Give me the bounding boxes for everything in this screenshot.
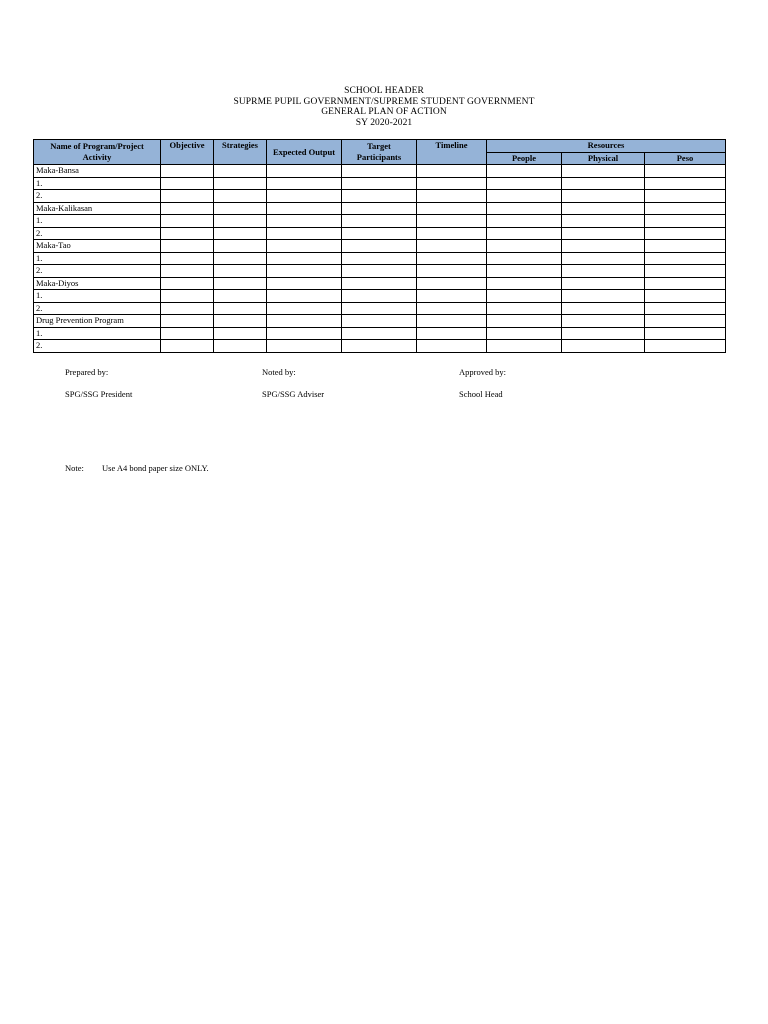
empty-cell [267,340,342,353]
table-row [34,215,726,228]
empty-cell [487,240,562,253]
empty-cell [342,190,417,203]
empty-cell [342,215,417,228]
empty-cell [417,190,487,203]
empty-cell [342,315,417,328]
empty-cell [214,277,267,290]
empty-cell [645,302,726,315]
empty-cell [342,202,417,215]
table-row [34,202,726,215]
approved-by-name: School Head [459,389,503,399]
empty-cell [417,290,487,303]
program-cell: 1. [34,252,161,265]
empty-cell [214,302,267,315]
empty-cell [417,302,487,315]
document-header [0,86,768,128]
program-cell: Maka-Tao [34,240,161,253]
empty-cell [487,340,562,353]
empty-cell [267,227,342,240]
empty-cell [161,215,214,228]
empty-cell [417,240,487,253]
empty-cell [161,315,214,328]
empty-cell [214,165,267,178]
empty-cell [487,265,562,278]
empty-cell [161,190,214,203]
empty-cell [487,227,562,240]
program-cell: Drug Prevention Program [34,315,161,328]
plan-title: GENERAL PLAN OF ACTION [321,107,447,117]
program-cell: 2. [34,302,161,315]
empty-cell [562,302,645,315]
empty-cell [214,340,267,353]
prepared-by-label: Prepared by: [65,367,109,377]
empty-cell [161,227,214,240]
empty-cell [214,265,267,278]
column-header-peso: Peso [645,152,726,165]
empty-cell [645,315,726,328]
empty-cell [161,265,214,278]
empty-cell [487,190,562,203]
empty-cell [645,190,726,203]
empty-cell [417,202,487,215]
empty-cell [645,202,726,215]
empty-cell [161,290,214,303]
empty-cell [562,340,645,353]
empty-cell [267,277,342,290]
table-row [34,177,726,190]
note-text: Use A4 bond paper size ONLY. [102,463,209,473]
empty-cell [267,315,342,328]
empty-cell [645,327,726,340]
empty-cell [487,202,562,215]
empty-cell [161,340,214,353]
empty-cell [487,277,562,290]
note-label: Note: [65,463,84,473]
program-cell: 1. [34,290,161,303]
empty-cell [645,165,726,178]
noted-by-name: SPG/SSG Adviser [262,389,325,399]
program-cell: 1. [34,177,161,190]
column-header-strategies: Strategies [214,140,267,165]
empty-cell [562,227,645,240]
empty-cell [214,240,267,253]
empty-cell [645,177,726,190]
program-cell: 2. [34,265,161,278]
table-row [34,165,726,178]
empty-cell [161,240,214,253]
column-header-timeline: Timeline [417,140,487,165]
empty-cell [267,265,342,278]
empty-cell [417,165,487,178]
empty-cell [417,315,487,328]
empty-cell [342,265,417,278]
empty-cell [417,265,487,278]
empty-cell [161,165,214,178]
empty-cell [487,252,562,265]
empty-cell [342,227,417,240]
empty-cell [342,290,417,303]
empty-cell [487,327,562,340]
empty-cell [562,252,645,265]
empty-cell [342,240,417,253]
empty-cell [267,252,342,265]
empty-cell [342,177,417,190]
empty-cell [487,177,562,190]
empty-cell [267,165,342,178]
empty-cell [214,227,267,240]
empty-cell [214,177,267,190]
empty-cell [267,202,342,215]
empty-cell [214,315,267,328]
empty-cell [342,277,417,290]
program-cell: Maka-Kalikasan [34,202,161,215]
column-header-physical: Physical [562,152,645,165]
school-year: SY 2020-2021 [355,117,413,128]
program-cell: 2. [34,190,161,203]
program-cell: 1. [34,215,161,228]
empty-cell [562,240,645,253]
empty-cell [417,327,487,340]
empty-cell [562,202,645,215]
empty-cell [487,290,562,303]
column-header-program: Name of Program/Project Activity [34,140,161,165]
empty-cell [161,302,214,315]
table-row [34,265,726,278]
empty-cell [267,215,342,228]
empty-cell [214,290,267,303]
table-row [34,327,726,340]
empty-cell [487,215,562,228]
empty-cell [342,327,417,340]
program-cell: 2. [34,227,161,240]
empty-cell [267,327,342,340]
school-header-title: SCHOOL HEADER [344,86,424,96]
empty-cell [645,215,726,228]
table-row [34,315,726,328]
empty-cell [342,165,417,178]
noted-by-label: Noted by: [262,367,296,377]
empty-cell [417,215,487,228]
empty-cell [342,252,417,265]
empty-cell [267,290,342,303]
empty-cell [645,252,726,265]
empty-cell [417,177,487,190]
empty-cell [562,315,645,328]
table-row [34,302,726,315]
empty-cell [214,252,267,265]
column-header-people: People [487,152,562,165]
note [65,463,209,473]
empty-cell [267,190,342,203]
program-cell: Maka-Bansa [34,165,161,178]
empty-cell [161,202,214,215]
column-header-expected-output: Expected Output [267,140,342,165]
program-cell: 2. [34,340,161,353]
empty-cell [562,165,645,178]
empty-cell [161,277,214,290]
table-row [34,227,726,240]
empty-cell [562,327,645,340]
plan-of-action-table [33,139,726,353]
empty-cell [645,290,726,303]
empty-cell [342,302,417,315]
empty-cell [645,265,726,278]
empty-cell [267,177,342,190]
government-title: SUPRME PUPIL GOVERNMENT/SUPREME STUDENT GOVERNMENT [233,96,535,107]
empty-cell [487,315,562,328]
program-cell: 1. [34,327,161,340]
empty-cell [417,340,487,353]
empty-cell [214,202,267,215]
column-header-resources: Resources [487,140,726,153]
empty-cell [487,302,562,315]
column-header-target-participants: Target Participants [342,140,417,165]
empty-cell [342,340,417,353]
table-row [34,277,726,290]
table-row [34,252,726,265]
empty-cell [267,240,342,253]
approved-by-label: Approved by: [459,367,506,377]
empty-cell [562,215,645,228]
empty-cell [214,327,267,340]
empty-cell [562,177,645,190]
empty-cell [417,277,487,290]
empty-cell [645,340,726,353]
table-row [34,340,726,353]
empty-cell [267,302,342,315]
empty-cell [562,277,645,290]
table-row [34,190,726,203]
empty-cell [214,190,267,203]
empty-cell [645,240,726,253]
table-row [34,240,726,253]
column-header-objective: Objective [161,140,214,165]
empty-cell [645,227,726,240]
empty-cell [161,177,214,190]
empty-cell [161,252,214,265]
empty-cell [562,290,645,303]
prepared-by-name: SPG/SSG President [65,389,133,399]
program-cell: Maka-Diyos [34,277,161,290]
empty-cell [487,165,562,178]
empty-cell [562,190,645,203]
empty-cell [161,327,214,340]
empty-cell [214,215,267,228]
empty-cell [562,265,645,278]
empty-cell [645,277,726,290]
empty-cell [417,227,487,240]
table-row [34,290,726,303]
empty-cell [417,252,487,265]
